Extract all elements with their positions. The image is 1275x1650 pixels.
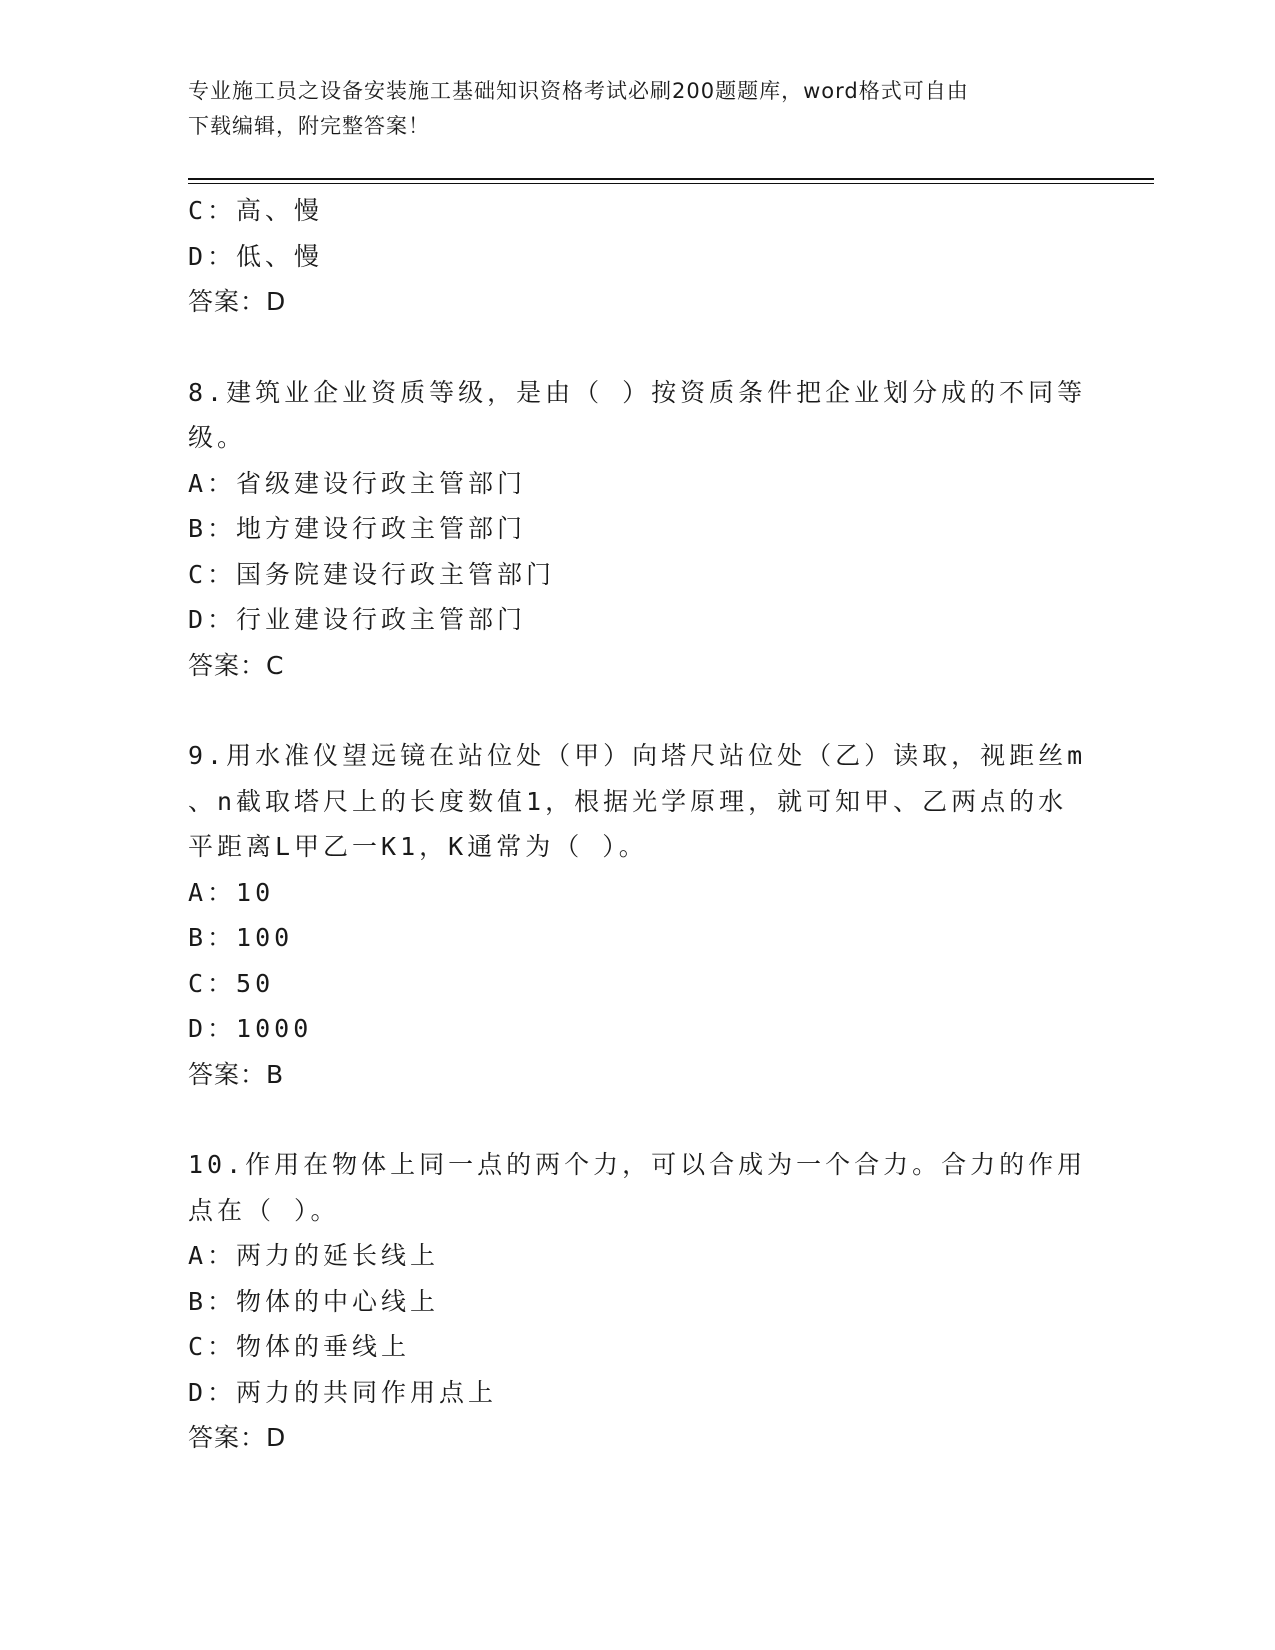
option-a: A：10: [188, 877, 275, 907]
question-text-line: 8.建筑业企业资质等级，是由（ ）按资质条件把企业划分成的不同等: [188, 377, 1087, 407]
option-c: C：国务院建设行政主管部门: [188, 559, 556, 589]
question-8: [188, 370, 1088, 689]
option-d: D：1000: [188, 1014, 313, 1043]
answer: 答案：D: [188, 287, 287, 316]
header-line-2: 下载编辑，附完整答案！: [188, 114, 430, 138]
option-d: D：两力的共同作用点上: [188, 1377, 498, 1407]
question-text-line: 级。: [188, 423, 247, 452]
answer: 答案：C: [188, 650, 285, 680]
option-c: C：物体的垂线上: [188, 1332, 411, 1361]
header-line-1: 专业施工员之设备安装施工基础知识资格考试必刷200题题库，word格式可自由: [188, 79, 969, 103]
question-text-line: 、n截取塔尺上的长度数值1，根据光学原理，就可知甲、乙两点的水: [188, 786, 1068, 816]
answer: 答案：B: [188, 1059, 285, 1089]
header-rule-thick: [188, 178, 1154, 180]
option-b: B：物体的中心线上: [188, 1286, 440, 1316]
option-d: D：行业建设行政主管部门: [188, 605, 527, 634]
document-header: [188, 74, 1088, 144]
question-9: [188, 733, 1088, 1097]
option-b: B：地方建设行政主管部门: [188, 514, 527, 543]
option-b: B：100: [188, 923, 294, 952]
option-c: C：50: [188, 968, 275, 998]
question-list: [188, 188, 1088, 1461]
option-d: D：低、慢: [188, 241, 324, 271]
question-10: [188, 1142, 1088, 1461]
option-a: A：省级建设行政主管部门: [188, 468, 527, 498]
question-7-tail: [188, 188, 1088, 325]
answer: 答案：D: [188, 1423, 287, 1452]
option-c: C：高、慢: [188, 196, 324, 225]
question-text-line: 10.作用在物体上同一点的两个力，可以合成为一个合力。合力的作用: [188, 1150, 1087, 1179]
option-a: A：两力的延长线上: [188, 1241, 440, 1270]
header-rule-thin: [188, 183, 1154, 184]
question-text-line: 9.用水准仪望远镜在站位处（甲）向塔尺站位处（乙）读取，视距丝m: [188, 741, 1087, 770]
question-text-line: 平距离L甲乙一K1，K通常为（ ）。: [188, 832, 648, 861]
question-text-line: 点在（ ）。: [188, 1195, 340, 1225]
